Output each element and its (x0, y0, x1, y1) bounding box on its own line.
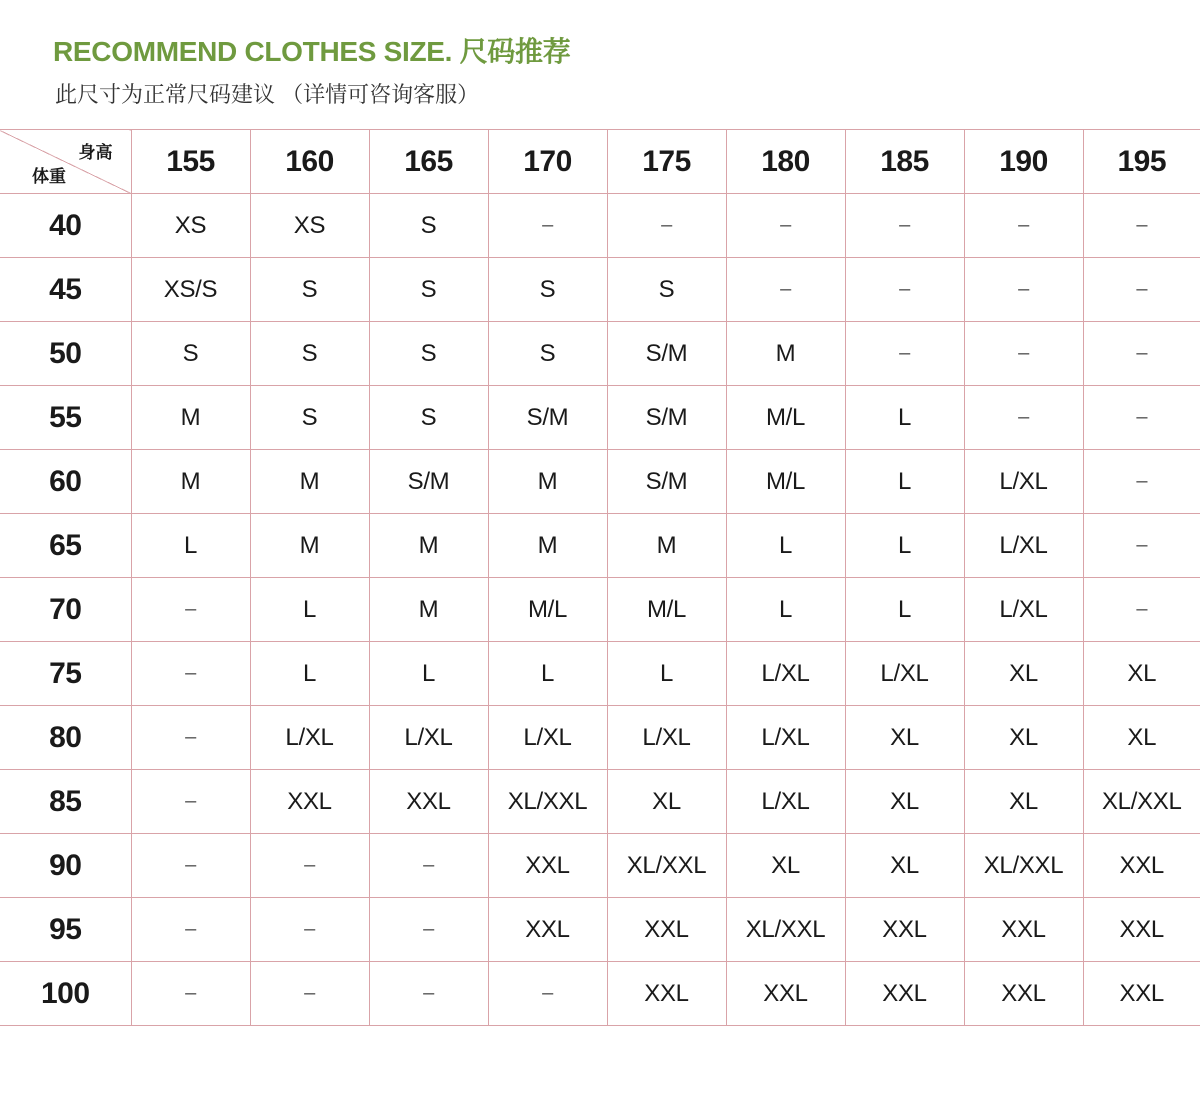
size-cell: S (131, 322, 250, 386)
table-row (0, 962, 1200, 1026)
size-cell: M (726, 322, 845, 386)
weight-header-100: 100 (0, 962, 131, 1026)
weight-header-70: 70 (0, 578, 131, 642)
size-cell: S (250, 258, 369, 322)
table-row (0, 642, 1200, 706)
size-cell: L/XL (369, 706, 488, 770)
size-cell: M (369, 514, 488, 578)
size-cell: L (607, 642, 726, 706)
table-row (0, 450, 1200, 514)
size-cell: L (131, 514, 250, 578)
size-cell: XL/XXL (964, 834, 1083, 898)
table-row (0, 770, 1200, 834)
table-row (0, 578, 1200, 642)
height-header-row (0, 130, 1200, 194)
size-cell: XXL (1083, 898, 1200, 962)
size-cell: M (607, 514, 726, 578)
size-cell: L (250, 642, 369, 706)
height-header-180: 180 (726, 130, 845, 194)
size-cell: XXL (607, 898, 726, 962)
size-cell: XL (964, 770, 1083, 834)
size-cell: XL (845, 706, 964, 770)
size-cell: L (845, 386, 964, 450)
size-cell: XL (964, 642, 1083, 706)
size-cell: L/XL (964, 450, 1083, 514)
weight-header-45: 45 (0, 258, 131, 322)
size-cell: XXL (964, 962, 1083, 1026)
size-cell: – (964, 322, 1083, 386)
size-cell: L/XL (845, 642, 964, 706)
size-cell: L (726, 514, 845, 578)
table-row (0, 706, 1200, 770)
size-cell: XXL (845, 962, 964, 1026)
size-cell: – (250, 898, 369, 962)
height-axis-label: 身高 (78, 143, 113, 162)
size-cell: L (488, 642, 607, 706)
size-cell: – (1083, 450, 1200, 514)
size-cell: – (1083, 194, 1200, 258)
size-cell: XL/XXL (488, 770, 607, 834)
table-row (0, 514, 1200, 578)
height-header-165: 165 (369, 130, 488, 194)
size-cell: L (845, 578, 964, 642)
height-header-175: 175 (607, 130, 726, 194)
size-cell: XL (1083, 642, 1200, 706)
size-cell: L (726, 578, 845, 642)
height-header-185: 185 (845, 130, 964, 194)
corner-cell (0, 130, 131, 194)
size-cell: L/XL (250, 706, 369, 770)
size-cell: XL (607, 770, 726, 834)
size-cell: S (369, 194, 488, 258)
size-cell: L/XL (964, 578, 1083, 642)
size-cell: M (369, 578, 488, 642)
size-cell: XXL (845, 898, 964, 962)
size-cell: S (369, 386, 488, 450)
size-cell: – (607, 194, 726, 258)
size-cell: – (726, 194, 845, 258)
size-cell: XL (845, 834, 964, 898)
size-cell: – (1083, 322, 1200, 386)
table-row (0, 898, 1200, 962)
size-cell: – (964, 386, 1083, 450)
size-cell: – (1083, 258, 1200, 322)
size-cell: – (131, 898, 250, 962)
size-cell: M (131, 450, 250, 514)
size-cell: – (845, 258, 964, 322)
size-cell: XXL (488, 898, 607, 962)
size-cell: XXL (369, 770, 488, 834)
size-cell: – (488, 194, 607, 258)
table-row (0, 834, 1200, 898)
size-table-body (0, 194, 1200, 1026)
height-header-190: 190 (964, 130, 1083, 194)
size-cell: – (964, 194, 1083, 258)
size-cell: L/XL (726, 770, 845, 834)
size-cell: S/M (607, 450, 726, 514)
size-cell: XXL (964, 898, 1083, 962)
weight-header-65: 65 (0, 514, 131, 578)
size-cell: – (845, 194, 964, 258)
size-cell: XL (845, 770, 964, 834)
size-cell: L (369, 642, 488, 706)
size-cell: XL (726, 834, 845, 898)
size-cell: – (131, 770, 250, 834)
size-cell: S/M (369, 450, 488, 514)
size-cell: – (250, 962, 369, 1026)
size-cell: – (845, 322, 964, 386)
size-cell: M/L (726, 450, 845, 514)
table-row (0, 386, 1200, 450)
size-cell: – (131, 834, 250, 898)
table-row (0, 258, 1200, 322)
size-cell: XXL (726, 962, 845, 1026)
size-cell: L/XL (726, 706, 845, 770)
height-header-160: 160 (250, 130, 369, 194)
size-cell: S (488, 258, 607, 322)
size-cell: – (369, 962, 488, 1026)
size-cell: S/M (607, 386, 726, 450)
weight-header-80: 80 (0, 706, 131, 770)
size-cell: S (250, 386, 369, 450)
size-cell: XXL (488, 834, 607, 898)
size-cell: XXL (250, 770, 369, 834)
size-cell: M/L (488, 578, 607, 642)
size-cell: XS (131, 194, 250, 258)
weight-header-75: 75 (0, 642, 131, 706)
size-cell: – (369, 834, 488, 898)
size-cell: L/XL (488, 706, 607, 770)
size-cell: S/M (488, 386, 607, 450)
weight-header-90: 90 (0, 834, 131, 898)
size-cell: M (131, 386, 250, 450)
weight-header-85: 85 (0, 770, 131, 834)
size-cell: XS (250, 194, 369, 258)
size-cell: L/XL (607, 706, 726, 770)
weight-header-95: 95 (0, 898, 131, 962)
size-cell: L (250, 578, 369, 642)
size-cell: M (250, 514, 369, 578)
size-cell: L/XL (964, 514, 1083, 578)
size-cell: S (488, 322, 607, 386)
size-cell: S/M (607, 322, 726, 386)
size-cell: – (488, 962, 607, 1026)
weight-header-40: 40 (0, 194, 131, 258)
size-cell: – (131, 962, 250, 1026)
weight-header-60: 60 (0, 450, 131, 514)
size-cell: – (1083, 578, 1200, 642)
size-cell: – (964, 258, 1083, 322)
table-row (0, 322, 1200, 386)
size-cell: XL/XXL (1083, 770, 1200, 834)
size-cell: – (369, 898, 488, 962)
size-cell: XXL (1083, 962, 1200, 1026)
size-cell: – (131, 578, 250, 642)
size-cell: M/L (726, 386, 845, 450)
size-cell: XL/XXL (726, 898, 845, 962)
height-header-155: 155 (131, 130, 250, 194)
size-cell: XL/XXL (607, 834, 726, 898)
size-cell: – (131, 706, 250, 770)
size-cell: M (488, 514, 607, 578)
size-cell: XXL (607, 962, 726, 1026)
weight-header-55: 55 (0, 386, 131, 450)
size-cell: M/L (607, 578, 726, 642)
page-title: RECOMMEND CLOTHES SIZE. 尺码推荐 (53, 36, 571, 67)
size-cell: – (1083, 514, 1200, 578)
height-header-195: 195 (1083, 130, 1200, 194)
size-cell: XS/S (131, 258, 250, 322)
size-cell: XL (964, 706, 1083, 770)
size-cell: – (131, 642, 250, 706)
size-cell: XL (1083, 706, 1200, 770)
size-cell: L (845, 450, 964, 514)
size-cell: XXL (1083, 834, 1200, 898)
size-chart-table (0, 129, 1200, 1026)
size-cell: M (250, 450, 369, 514)
size-cell: S (607, 258, 726, 322)
weight-axis-label: 体重 (32, 167, 66, 186)
size-cell: S (369, 258, 488, 322)
table-row (0, 194, 1200, 258)
page-subtitle: 此尺寸为正常尺码建议 （详情可咨询客服） (55, 82, 480, 107)
size-cell: – (250, 834, 369, 898)
height-header-170: 170 (488, 130, 607, 194)
weight-header-50: 50 (0, 322, 131, 386)
size-cell: S (250, 322, 369, 386)
size-cell: L (845, 514, 964, 578)
size-cell: – (726, 258, 845, 322)
size-cell: S (369, 322, 488, 386)
size-cell: – (1083, 386, 1200, 450)
size-cell: M (488, 450, 607, 514)
size-cell: L/XL (726, 642, 845, 706)
